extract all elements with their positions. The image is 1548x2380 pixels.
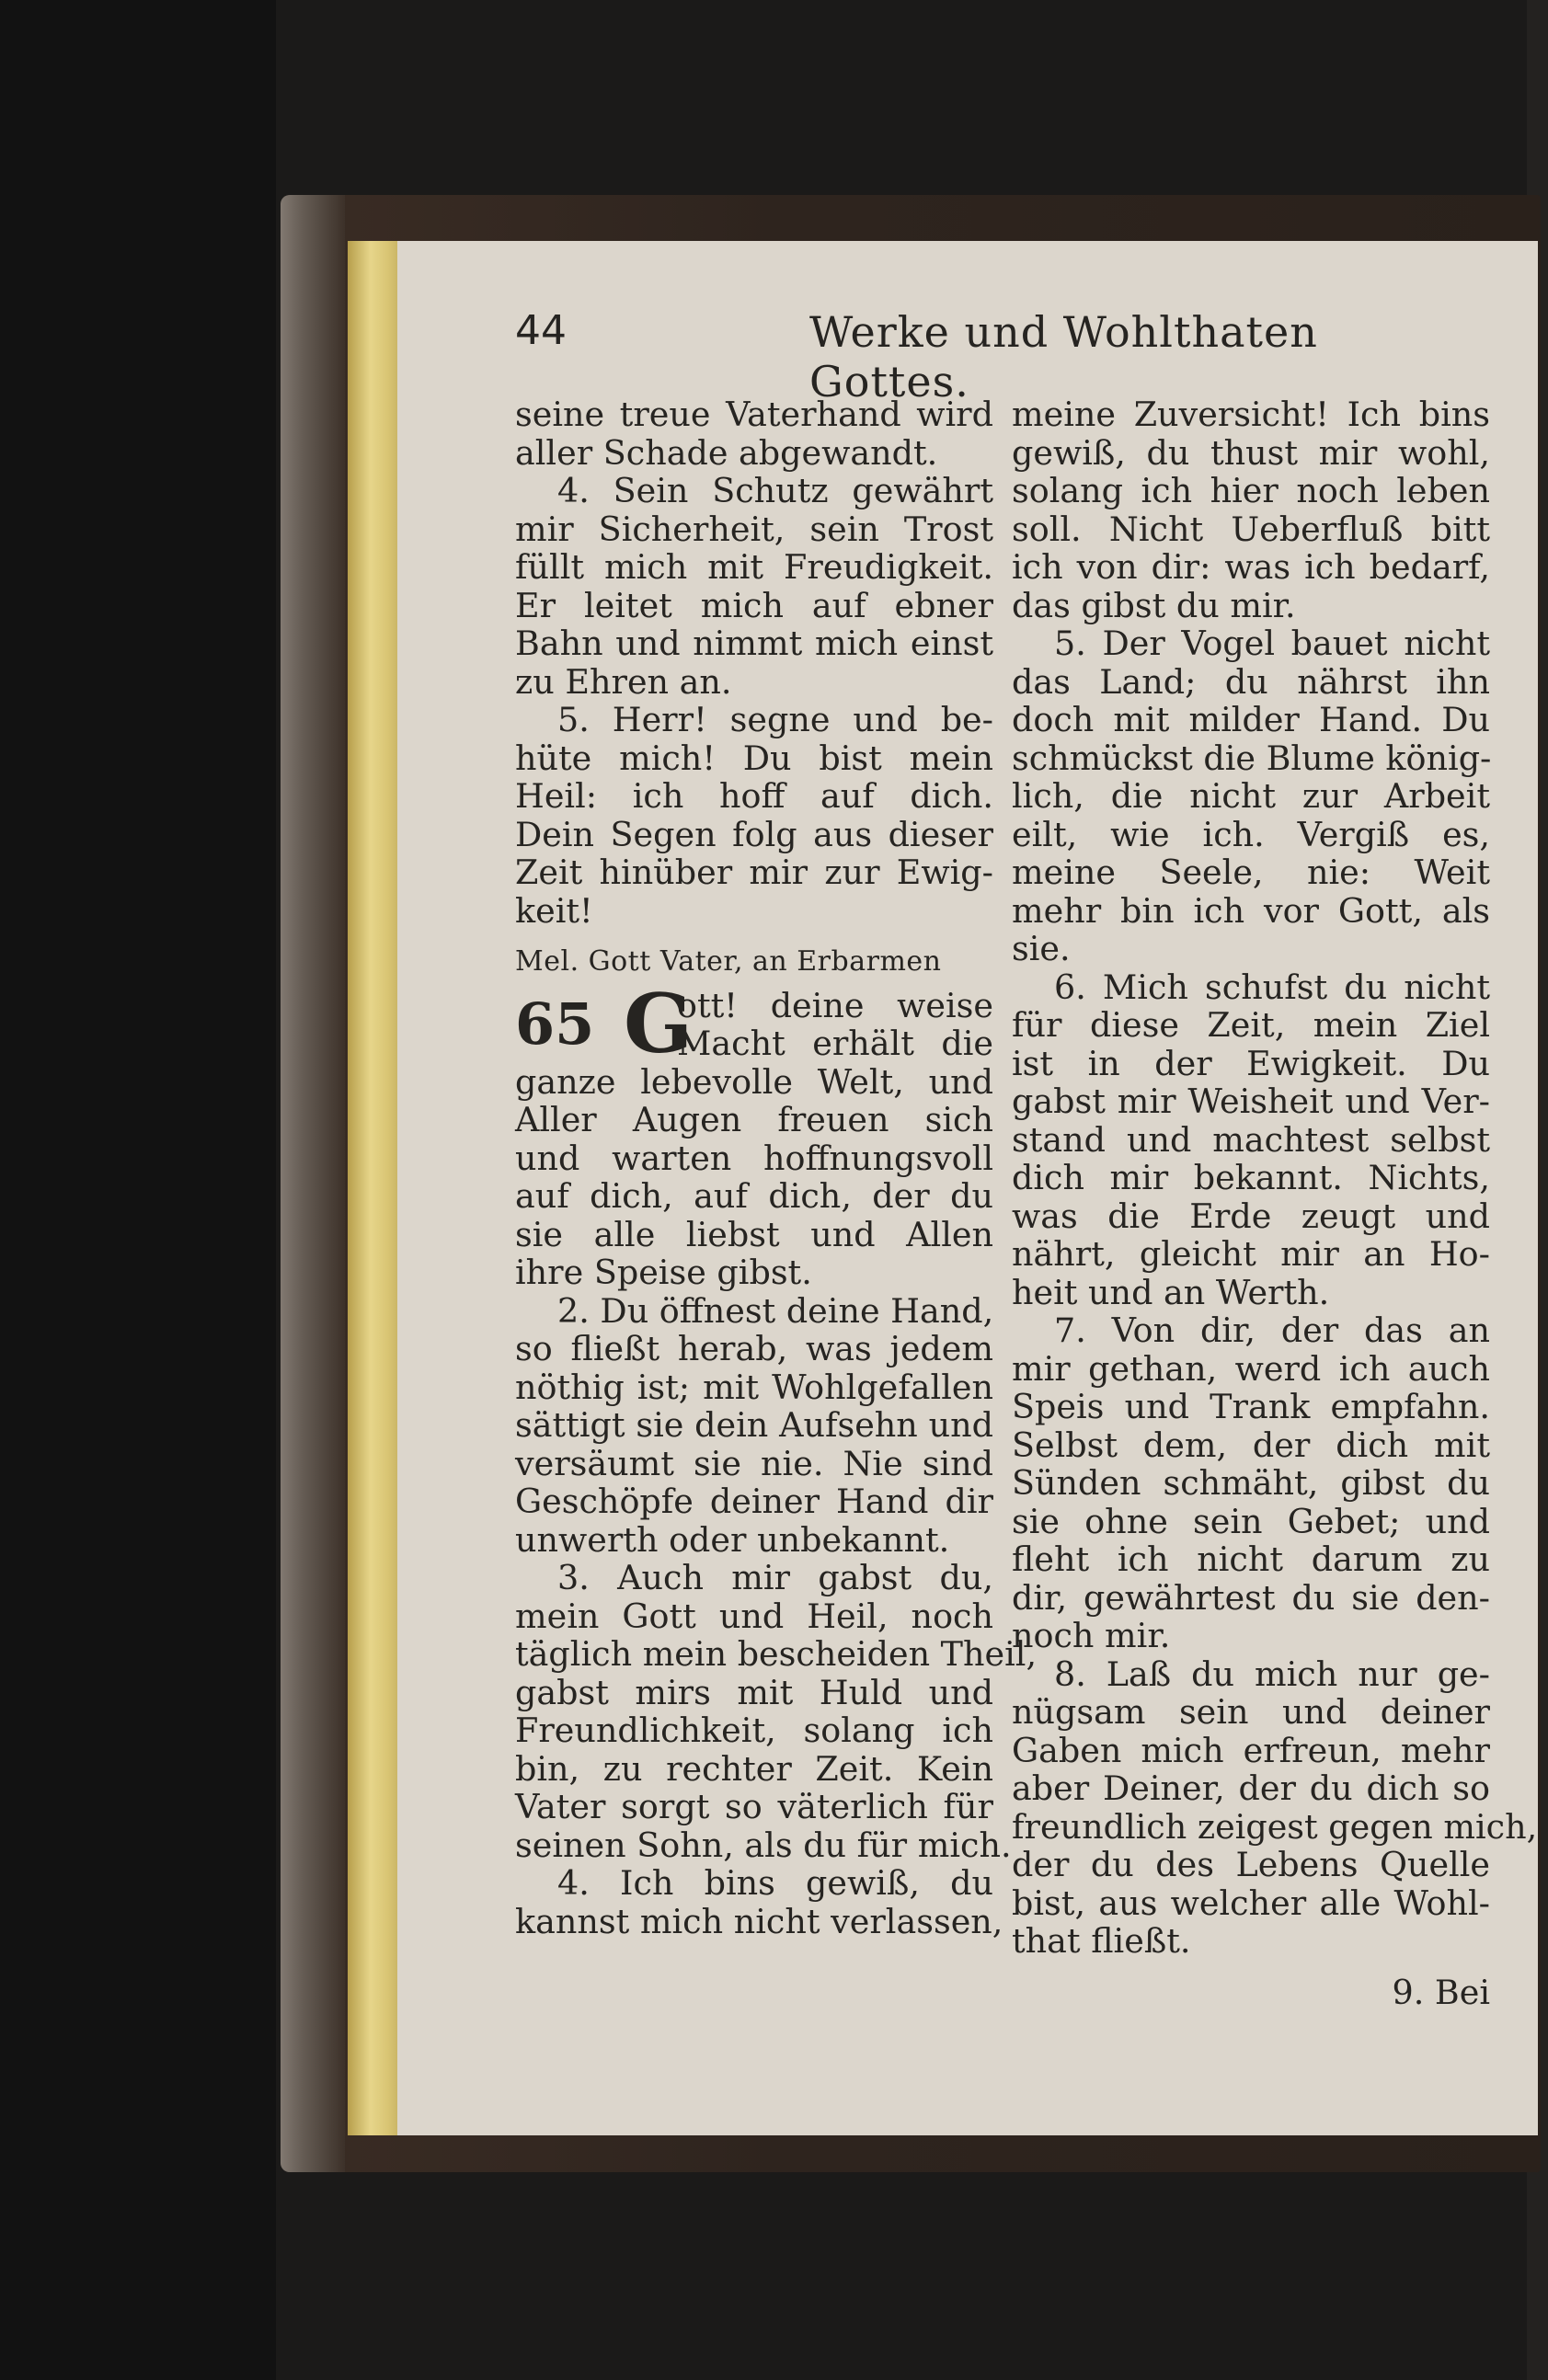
text-line: Speis und Trank empfahn. bbox=[1012, 1387, 1490, 1426]
text-line: versäumt sie nie. Nie sind bbox=[515, 1443, 993, 1483]
text-line: ganze lebevolle Welt, und bbox=[515, 1061, 993, 1102]
text-line: ihre Speise gibst. bbox=[515, 1253, 812, 1292]
text-line: 6. Mich schufst du nicht bbox=[1054, 967, 1490, 1007]
text-line: 7. Von dir, der das an bbox=[1054, 1310, 1490, 1350]
text-line: that fließt. bbox=[1012, 1921, 1191, 1961]
text-line: der du des Lebens Quelle bbox=[1012, 1845, 1490, 1884]
text-line: Geschöpfe deiner Hand dir bbox=[515, 1482, 993, 1521]
text-line: was die Erde zeugt und bbox=[1012, 1196, 1490, 1236]
left-column bbox=[515, 395, 1038, 1941]
text-line: mir gethan, werd ich auch bbox=[1012, 1348, 1490, 1389]
text-line: stand und machtest selbst bbox=[1012, 1119, 1490, 1160]
text-line: aller Schade abgewandt. bbox=[515, 432, 938, 473]
background-left bbox=[0, 0, 276, 2380]
text-line: dich mir bekannt. Nichts, bbox=[1012, 1158, 1490, 1197]
melody-line: Mel. Gott Vater, an Erbarmen bbox=[515, 945, 942, 978]
text-line: täglich mein bescheiden Theil, bbox=[515, 1634, 1038, 1674]
text-line: Heil: ich hoff auf dich. bbox=[515, 776, 993, 816]
text-line: Er leitet mich auf ebner bbox=[515, 585, 993, 625]
text-line: aber Deiner, der du dich so bbox=[1012, 1768, 1490, 1808]
text-line: Vater sorgt so väterlich für bbox=[515, 1787, 993, 1826]
page-number: 44 bbox=[515, 307, 567, 354]
text-line: gabst mir Weisheit und Ver- bbox=[1012, 1081, 1490, 1121]
text-line: 3. Auch mir gabst du, bbox=[557, 1558, 993, 1597]
text-line: eilt, wie ich. Vergiß es, bbox=[1012, 814, 1490, 854]
text-line: seinen Sohn, als du für mich. bbox=[515, 1825, 1012, 1865]
text-line: ich von dir: was ich bedarf, bbox=[1012, 547, 1490, 587]
text-line: 4. Ich bins gewiß, du bbox=[557, 1863, 993, 1903]
text-line: zu Ehren an. bbox=[515, 661, 732, 702]
text-line: bin, zu rechter Zeit. Kein bbox=[515, 1748, 993, 1789]
text-line: nöthig ist; mit Wohlgefallen bbox=[515, 1367, 993, 1407]
text-line: mehr bin ich vor Gott, als bbox=[1012, 890, 1490, 931]
left-column-top-lines bbox=[515, 395, 993, 930]
text-line: kannst mich nicht verlassen, bbox=[515, 1901, 1003, 1941]
text-line: mein Gott und Heil, noch bbox=[515, 1596, 993, 1636]
text-line: gewiß, du thust mir wohl, bbox=[1012, 432, 1490, 473]
text-line: ist in der Ewigkeit. Du bbox=[1012, 1043, 1490, 1083]
text-line: und warten hoffnungsvoll bbox=[515, 1138, 993, 1178]
text-line: soll. Nicht Ueberfluß bitt bbox=[1012, 509, 1490, 549]
text-line: Aller Augen freuen sich bbox=[515, 1100, 993, 1139]
text-line: mir Sicherheit, sein Trost bbox=[515, 509, 993, 549]
text-line: dir, gewährtest du sie den- bbox=[1012, 1577, 1490, 1618]
book-cover-edge bbox=[281, 195, 345, 2172]
text-line: Bahn und nimmt mich einst bbox=[515, 624, 993, 663]
text-line: so fließt herab, was jedem bbox=[515, 1329, 993, 1368]
text-line: 5. Der Vogel bauet nicht bbox=[1054, 624, 1490, 663]
running-title: Werke und Wohlthaten Gottes. bbox=[809, 307, 1318, 406]
text-line: 4. Sein Schutz gewährt bbox=[557, 471, 993, 510]
text-line: heit und an Werth. bbox=[1012, 1272, 1330, 1312]
text-line: fleht ich nicht darum zu bbox=[1012, 1539, 1490, 1579]
text-line: meine Seele, nie: Weit bbox=[1012, 852, 1490, 892]
text-line: Dein Segen folg aus dieser bbox=[515, 814, 993, 854]
text-line: meine Zuversicht! Ich bins bbox=[1012, 395, 1490, 434]
text-line: 5. Herr! segne und be- bbox=[557, 700, 993, 739]
text-line: Freundlichkeit, solang ich bbox=[515, 1711, 993, 1750]
text-line: füllt mich mit Freudigkeit. bbox=[515, 547, 993, 587]
right-column bbox=[1012, 395, 1538, 2012]
text-line: 8. Laß du mich nur ge- bbox=[1054, 1653, 1490, 1694]
text-line: sättigt sie dein Aufsehn und bbox=[515, 1405, 993, 1445]
text-line: doch mit milder Hand. Du bbox=[1012, 700, 1490, 739]
text-line: Macht erhält die bbox=[677, 1024, 993, 1063]
spacer bbox=[1012, 1961, 1490, 1974]
text-line: schmückst die Blume könig- bbox=[1012, 738, 1492, 778]
hymn-heading bbox=[515, 975, 993, 1071]
text-line: seine treue Vaterhand wird bbox=[515, 395, 993, 434]
left-column-bottom-lines bbox=[515, 1061, 1038, 1941]
text-line: keit! bbox=[515, 890, 593, 931]
text-line: Zeit hinüber mir zur Ewig- bbox=[515, 852, 993, 892]
text-line: sie. bbox=[1012, 929, 1071, 968]
hymn-number: 65 bbox=[515, 990, 595, 1058]
text-line: unwerth oder unbekannt. bbox=[515, 1519, 950, 1560]
text-line: freundlich zeigest gegen mich, bbox=[1012, 1806, 1538, 1847]
gilt-page-edge bbox=[348, 241, 405, 2135]
text-line: lich, die nicht zur Arbeit bbox=[1012, 776, 1490, 816]
catchword: 9. Bei bbox=[1392, 1972, 1490, 2012]
text-line: hüte mich! Du bist mein bbox=[515, 738, 993, 778]
text-line: bist, aus welcher alle Wohl- bbox=[1012, 1882, 1490, 1923]
text-line: nügsam sein und deiner bbox=[1012, 1692, 1490, 1732]
text-line: Sünden schmäht, gibst du bbox=[1012, 1463, 1490, 1503]
text-line: auf dich, auf dich, der du bbox=[515, 1176, 993, 1216]
text-line: ott! deine weise bbox=[677, 985, 993, 1025]
text-line: sie alle liebst und Allen bbox=[515, 1214, 993, 1254]
text-line: Selbst dem, der dich mit bbox=[1012, 1425, 1490, 1465]
text-line: solang ich hier noch leben bbox=[1012, 471, 1490, 510]
text-line: das gibst du mir. bbox=[1012, 585, 1296, 625]
drop-cap: G bbox=[624, 975, 694, 1071]
text-line: noch mir. bbox=[1012, 1616, 1171, 1655]
book-page bbox=[397, 241, 1538, 2135]
text-line: für diese Zeit, mein Ziel bbox=[1012, 1005, 1490, 1045]
text-line: Gaben mich erfreun, mehr bbox=[1012, 1730, 1490, 1770]
text-line: sie ohne sein Gebet; und bbox=[1012, 1501, 1490, 1541]
text-line: gabst mirs mit Huld und bbox=[515, 1672, 993, 1712]
text-line: 2. Du öffnest deine Hand, bbox=[557, 1290, 994, 1331]
page-header bbox=[515, 307, 1435, 406]
text-line: das Land; du nährst ihn bbox=[1012, 661, 1490, 702]
text-line: nährt, gleicht mir an Ho- bbox=[1012, 1234, 1490, 1274]
